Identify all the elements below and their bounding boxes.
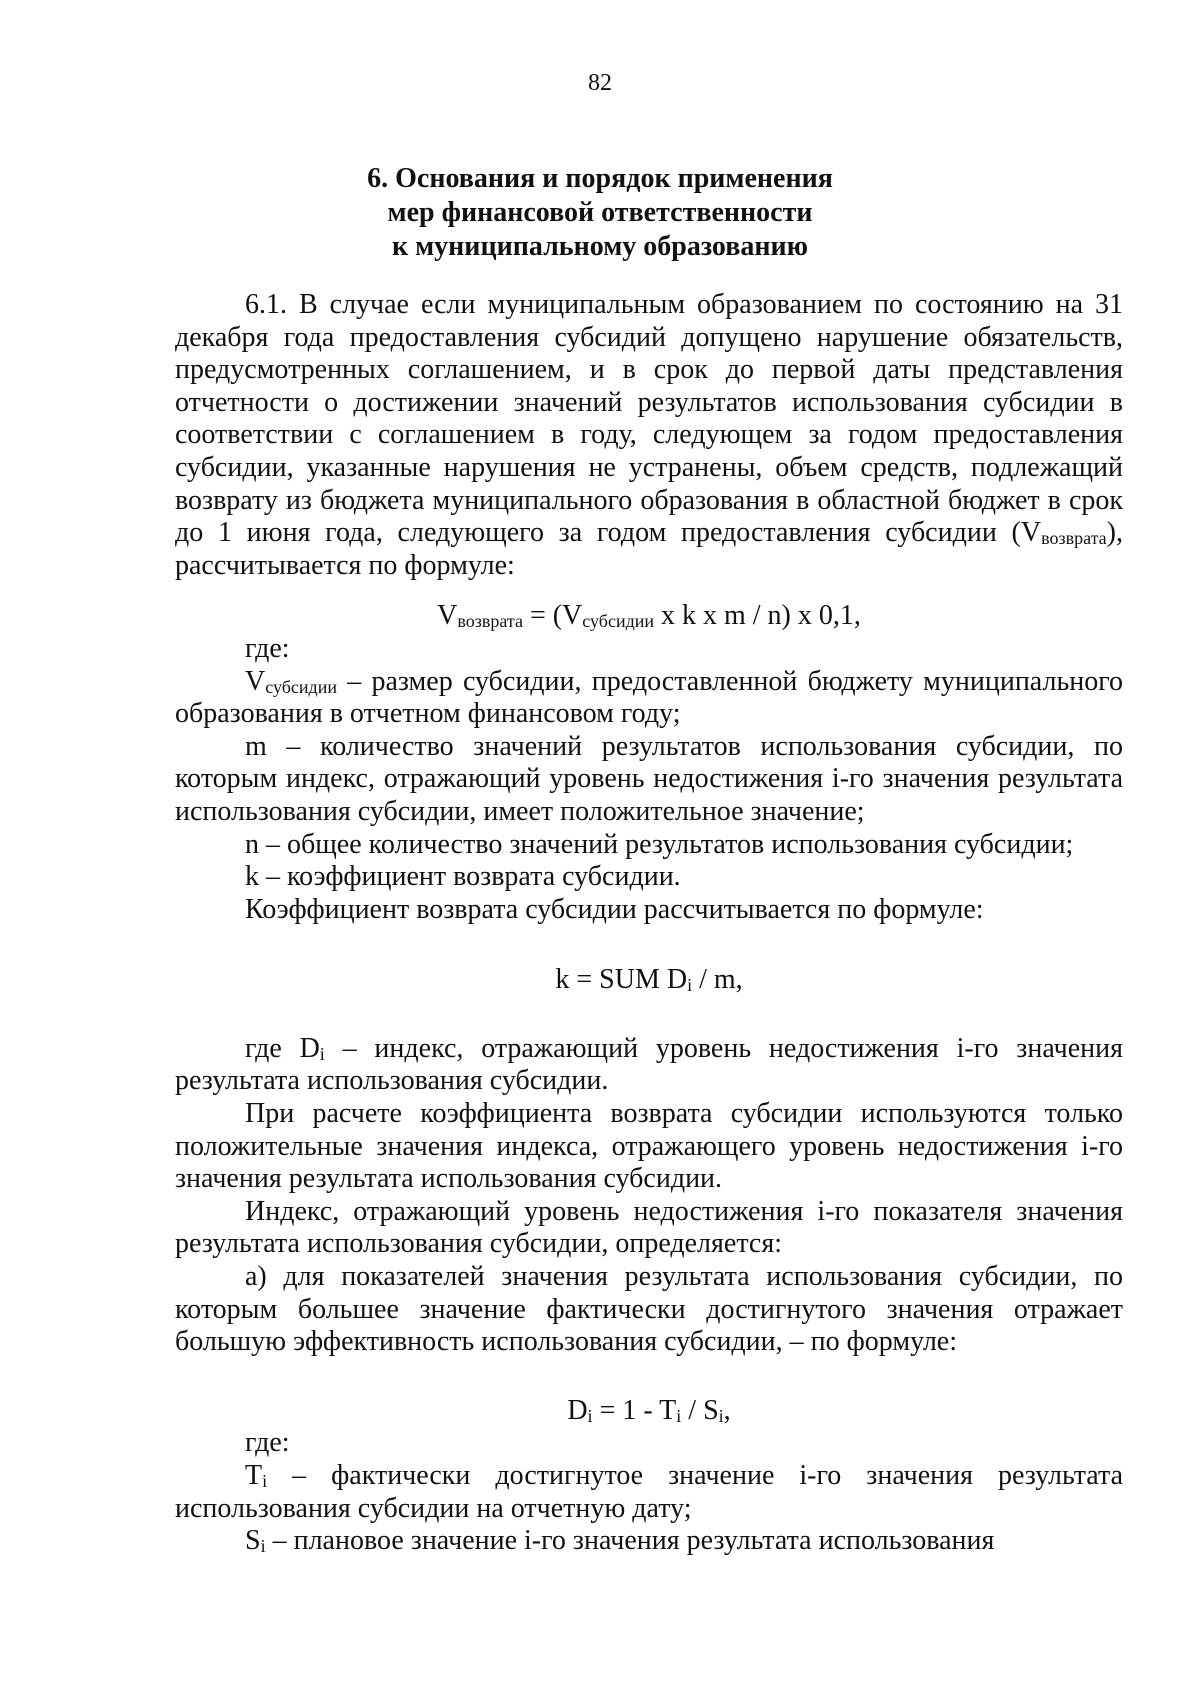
definition-m: m – количество значений результатов использования субсидии, по которым индекс, отражающий уровень недостижения i-го значения результата использования субсидии, имеет положительное значение; [175, 730, 1123, 827]
where-label-2: где: [245, 1427, 290, 1459]
formula-return-volume: $V_{возврата} = (V_{субсидии}$ x k x m / n) x 0,1, [437, 600, 861, 632]
where-label-1: где: [245, 632, 290, 664]
paragraph-positive-values: При расчете коэффициента возврата субсидии используются только положительные значения индекса, отражающего уровень недостижения i-го значения результата использования субсидии. [175, 1098, 1123, 1195]
heading-line-3: к муниципальному образованию [391, 231, 809, 262]
definition-k: k – коэффициент возврата субсидии. [245, 861, 681, 893]
formula-k: k = SUM $D_i$ / m, [555, 964, 743, 996]
k-intro: Коэффициент возврата субсидии рассчитывается по формуле: [245, 893, 984, 925]
definition-si: $S_i$ – плановое значение i-го значения результата использования [245, 1525, 995, 1557]
definition-v-subsidy: $V_{субсидии}$ – размер субсидии, предоставленной бюджету муниципального образования в отчетном финансовом году; [175, 665, 1123, 730]
heading-line-1: 6. Основания и порядок применения [367, 163, 833, 194]
document-body [175, 289, 1123, 1558]
formula-di: $D_i = 1 - T_i / S_i$, [567, 1394, 731, 1426]
page-number: 82 [588, 70, 612, 96]
paragraph-a: а) для показателей значения результата использования субсидии, по которым большее значение фактически достигнутого значения отражает большую эффективность использования субсидии, – по формуле: [175, 1261, 1123, 1358]
paragraph-index: Индекс, отражающий уровень недостижения i-го показателя значения результата использования субсидии, определяется: [175, 1195, 1123, 1260]
definition-ti: $T_i$ – фактически достигнутое значение i-го значения результата использования субсидии на отчетную дату; [175, 1460, 1123, 1524]
paragraph-6-1: 6.1. В случае если муниципальным образованием по состоянию на 31 декабря года предоставления субсидий допущено нарушение обязательств, предусмотренных соглашением, и в срок до первой даты представления отчетности о достижении значений результатов использования субсидии в соответствии с соглашением в году, следующем за годом предоставления субсидии, указанные нарушения не устранены, объем средств, подлежащий возврату из бюджета муниципального образования в областной бюджет в срок до 1 июня года, следующего за годом предоставления субсидии $(V_{возврата})$, рассчитывается по формуле: [175, 289, 1123, 581]
definition-n: n – общее количество значений результатов использования субсидии; [245, 828, 1074, 860]
heading-line-2: мер финансовой ответственности [387, 197, 813, 228]
definition-di: где $D_i$ – индекс, отражающий уровень недостижения i-го значения результата использования субсидии. [175, 1032, 1124, 1097]
section-heading [0, 162, 1200, 264]
